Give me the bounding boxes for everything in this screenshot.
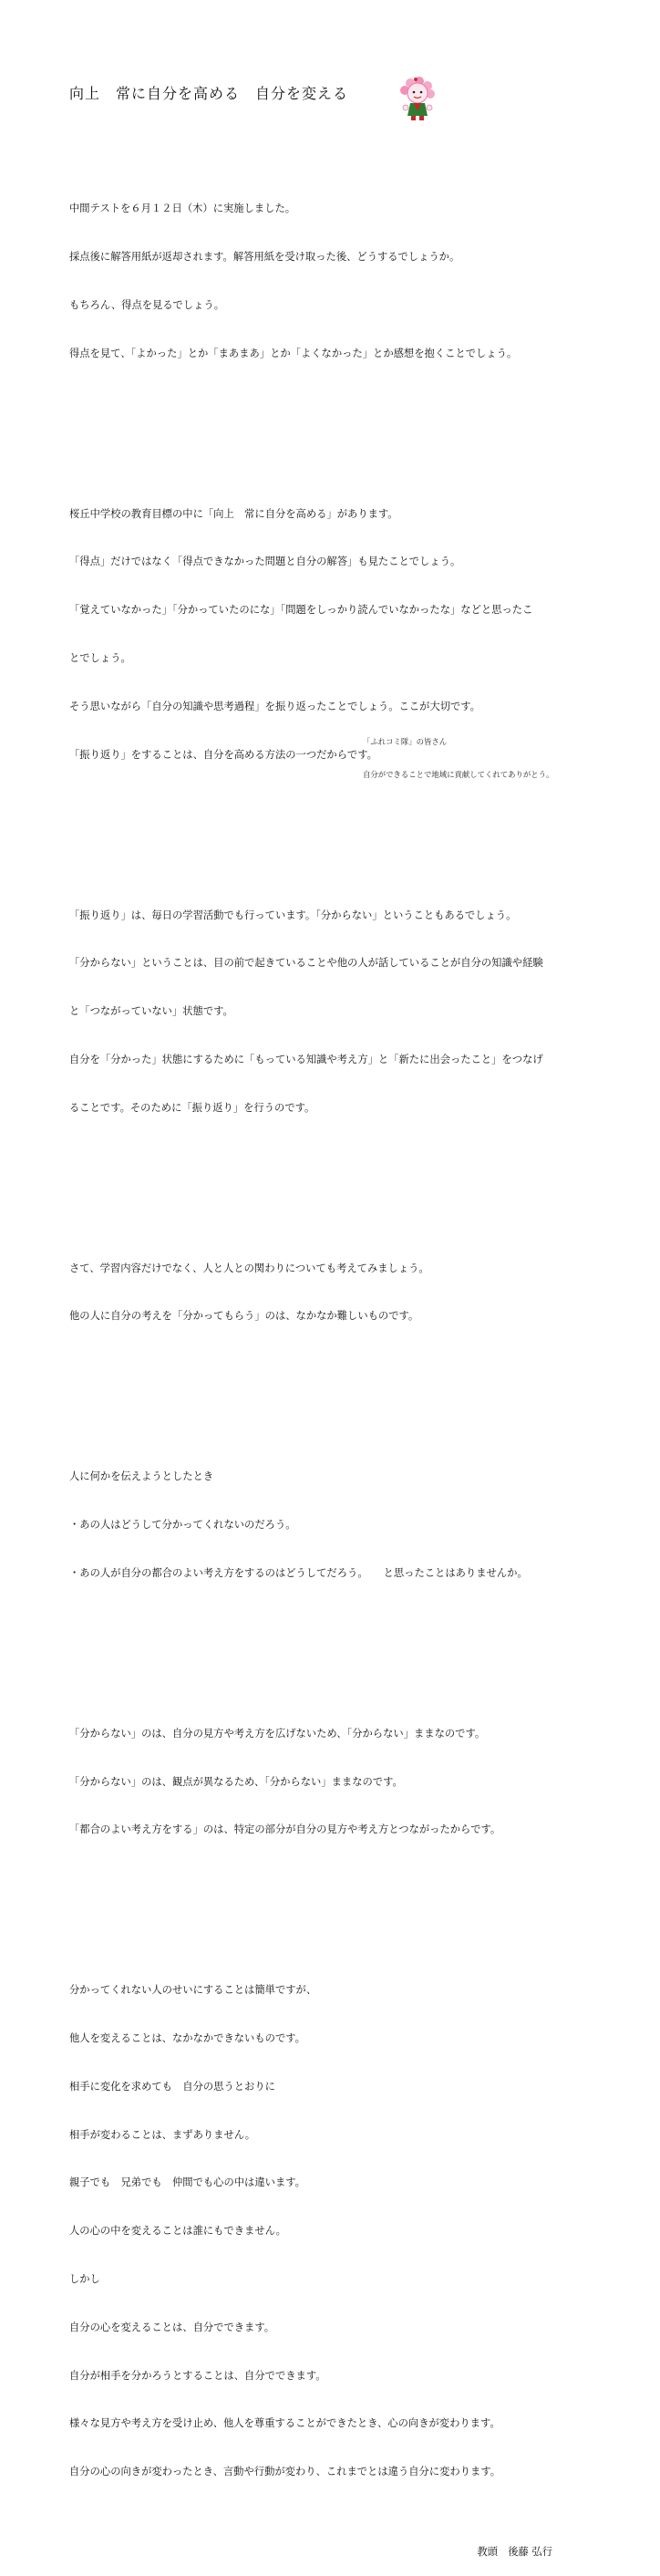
text-line: 分かってくれない人のせいにすることは簡単ですが、 (69, 1984, 317, 1997)
text-line: 「分からない」ということは、目の前で起きていることや他の人が話していることが自分の知識や経験 (69, 957, 543, 970)
paragraph-gap (69, 426, 587, 442)
signature: 教頭 後藤 弘行 (477, 2546, 552, 2559)
paragraph (69, 1437, 587, 1614)
text-line: ・あの人が自分の都合のよい考え方をするのはどうしてだろう。 と思ったことはありませんか。 (69, 1566, 528, 1579)
text-line: 自分の心の向きが変わったとき、言動や行動が変わり、これまでとは違う自分に変わります。 (69, 2466, 501, 2478)
text-line: 中間テストを６月１２日（木）に実施しました。 (69, 203, 296, 215)
text-line: 「得点」だけではなく「得点できなかった問題と自分の解答」も見たことでしょう。 (69, 556, 461, 568)
paragraph (69, 1228, 587, 1356)
text-line: 自分が相手を分かろうとすることは、自分でできます。 (69, 2369, 326, 2382)
paragraph (69, 1694, 587, 1871)
text-line: 様々な見方や考え方を受け止め、他人を尊重することができたとき、心の向きが変わります。 (69, 2417, 500, 2430)
paragraph (69, 169, 587, 393)
text-line: 「振り返り」をすることは、自分を高める方法の一つだからです。 (69, 748, 377, 761)
paragraph-gap (69, 1388, 587, 1405)
paragraph-gap (69, 1646, 587, 1662)
text-line: 他人を変えることは、なかなかできないものです。 (69, 2032, 305, 2045)
paragraph (69, 1950, 587, 2512)
text-line: 自分の心を変えることは、自分でできます。 (69, 2321, 275, 2333)
body-text (69, 137, 587, 2576)
text-line: 「振り返り」は、毎日の学習活動でも行っています。「分からない」ということもあるでしょう。 (69, 909, 517, 921)
text-line: 「分からない」のは、自分の見方や考え方を広げないため、「分からない」ままなのです。 (69, 1727, 486, 1740)
text-line: 相手に変化を求めても 自分の思うとおりに (69, 2080, 275, 2093)
text-line: 自分を「分かった」状態にするために「もっている知識や考え方」と「新たに出会ったこと」をつなげ (69, 1053, 543, 1065)
paragraph (69, 875, 587, 1148)
text-line: 「分からない」のは、観点が異なるため、「分からない」ままなのです。 (69, 1775, 403, 1788)
text-line: 桜丘中学校の教育目標の中に「向上 常に自分を高める」があります。 (69, 507, 398, 520)
text-line: ることです。そのために「振り返り」を行うのです。 (69, 1101, 315, 1114)
text-line: 相手が変わることは、まずありません。 (69, 2128, 256, 2141)
text-line: 得点を見て、「よかった」とか「まあまあ」とか「よくなかった」とか感想を抱くことでしょう。 (69, 347, 518, 359)
text-line: そう思いながら「自分の知識や思考過程」を振り返ったことでしょう。ここが大切です。 (69, 700, 480, 712)
text-line: 「覚えていなかった」「分かっていたのにな」「問題をしっかり読んでいなかったな」などと思ったこ (69, 604, 533, 617)
text-line: 「都合のよい考え方をする」のは、特定の部分が自分の見方や考え方とつながったからです。 (69, 1823, 501, 1836)
page-title: 向上 常に自分を高める 自分を変える (69, 85, 349, 102)
text-line: 他の人に自分の考えを「分かってもらう」のは、なかなか難しいものです。 (69, 1310, 419, 1323)
caption-line: 自分ができることで地域に貢献してくれてありがとう。 (363, 770, 554, 779)
text-line: 親子でも 兄弟でも 仲間でも心の中は違います。 (69, 2176, 305, 2189)
text-line: 採点後に解答用紙が返却されます。解答用紙を受け取った後、どうするでしょうか。 (69, 251, 460, 264)
paragraph-gap (69, 827, 587, 844)
paragraph-gap (69, 1180, 587, 1197)
text-line: とでしょう。 (69, 652, 131, 664)
text-line: 人に何かを伝えようとしたとき (69, 1470, 214, 1483)
flower-mascot-icon (394, 75, 441, 122)
caption-line: 「ふれコミ隊」の皆さん (363, 737, 448, 746)
photo-caption (363, 714, 553, 791)
text-line: ・あの人はどうして分かってくれないのだろう。 (69, 1519, 296, 1532)
text-line: 人の心の中を変えることは誰にもできません。 (69, 2225, 286, 2238)
text-line: さて、学習内容だけでなく、人と人との関わりについても考えてみましょう。 (69, 1262, 429, 1274)
paragraph-gap (69, 1902, 587, 1918)
text-line: しかし (69, 2272, 100, 2285)
text-line: と「つながっていない」状態です。 (69, 1005, 233, 1018)
text-line: もちろん、得点を見るでしょう。 (69, 298, 225, 311)
